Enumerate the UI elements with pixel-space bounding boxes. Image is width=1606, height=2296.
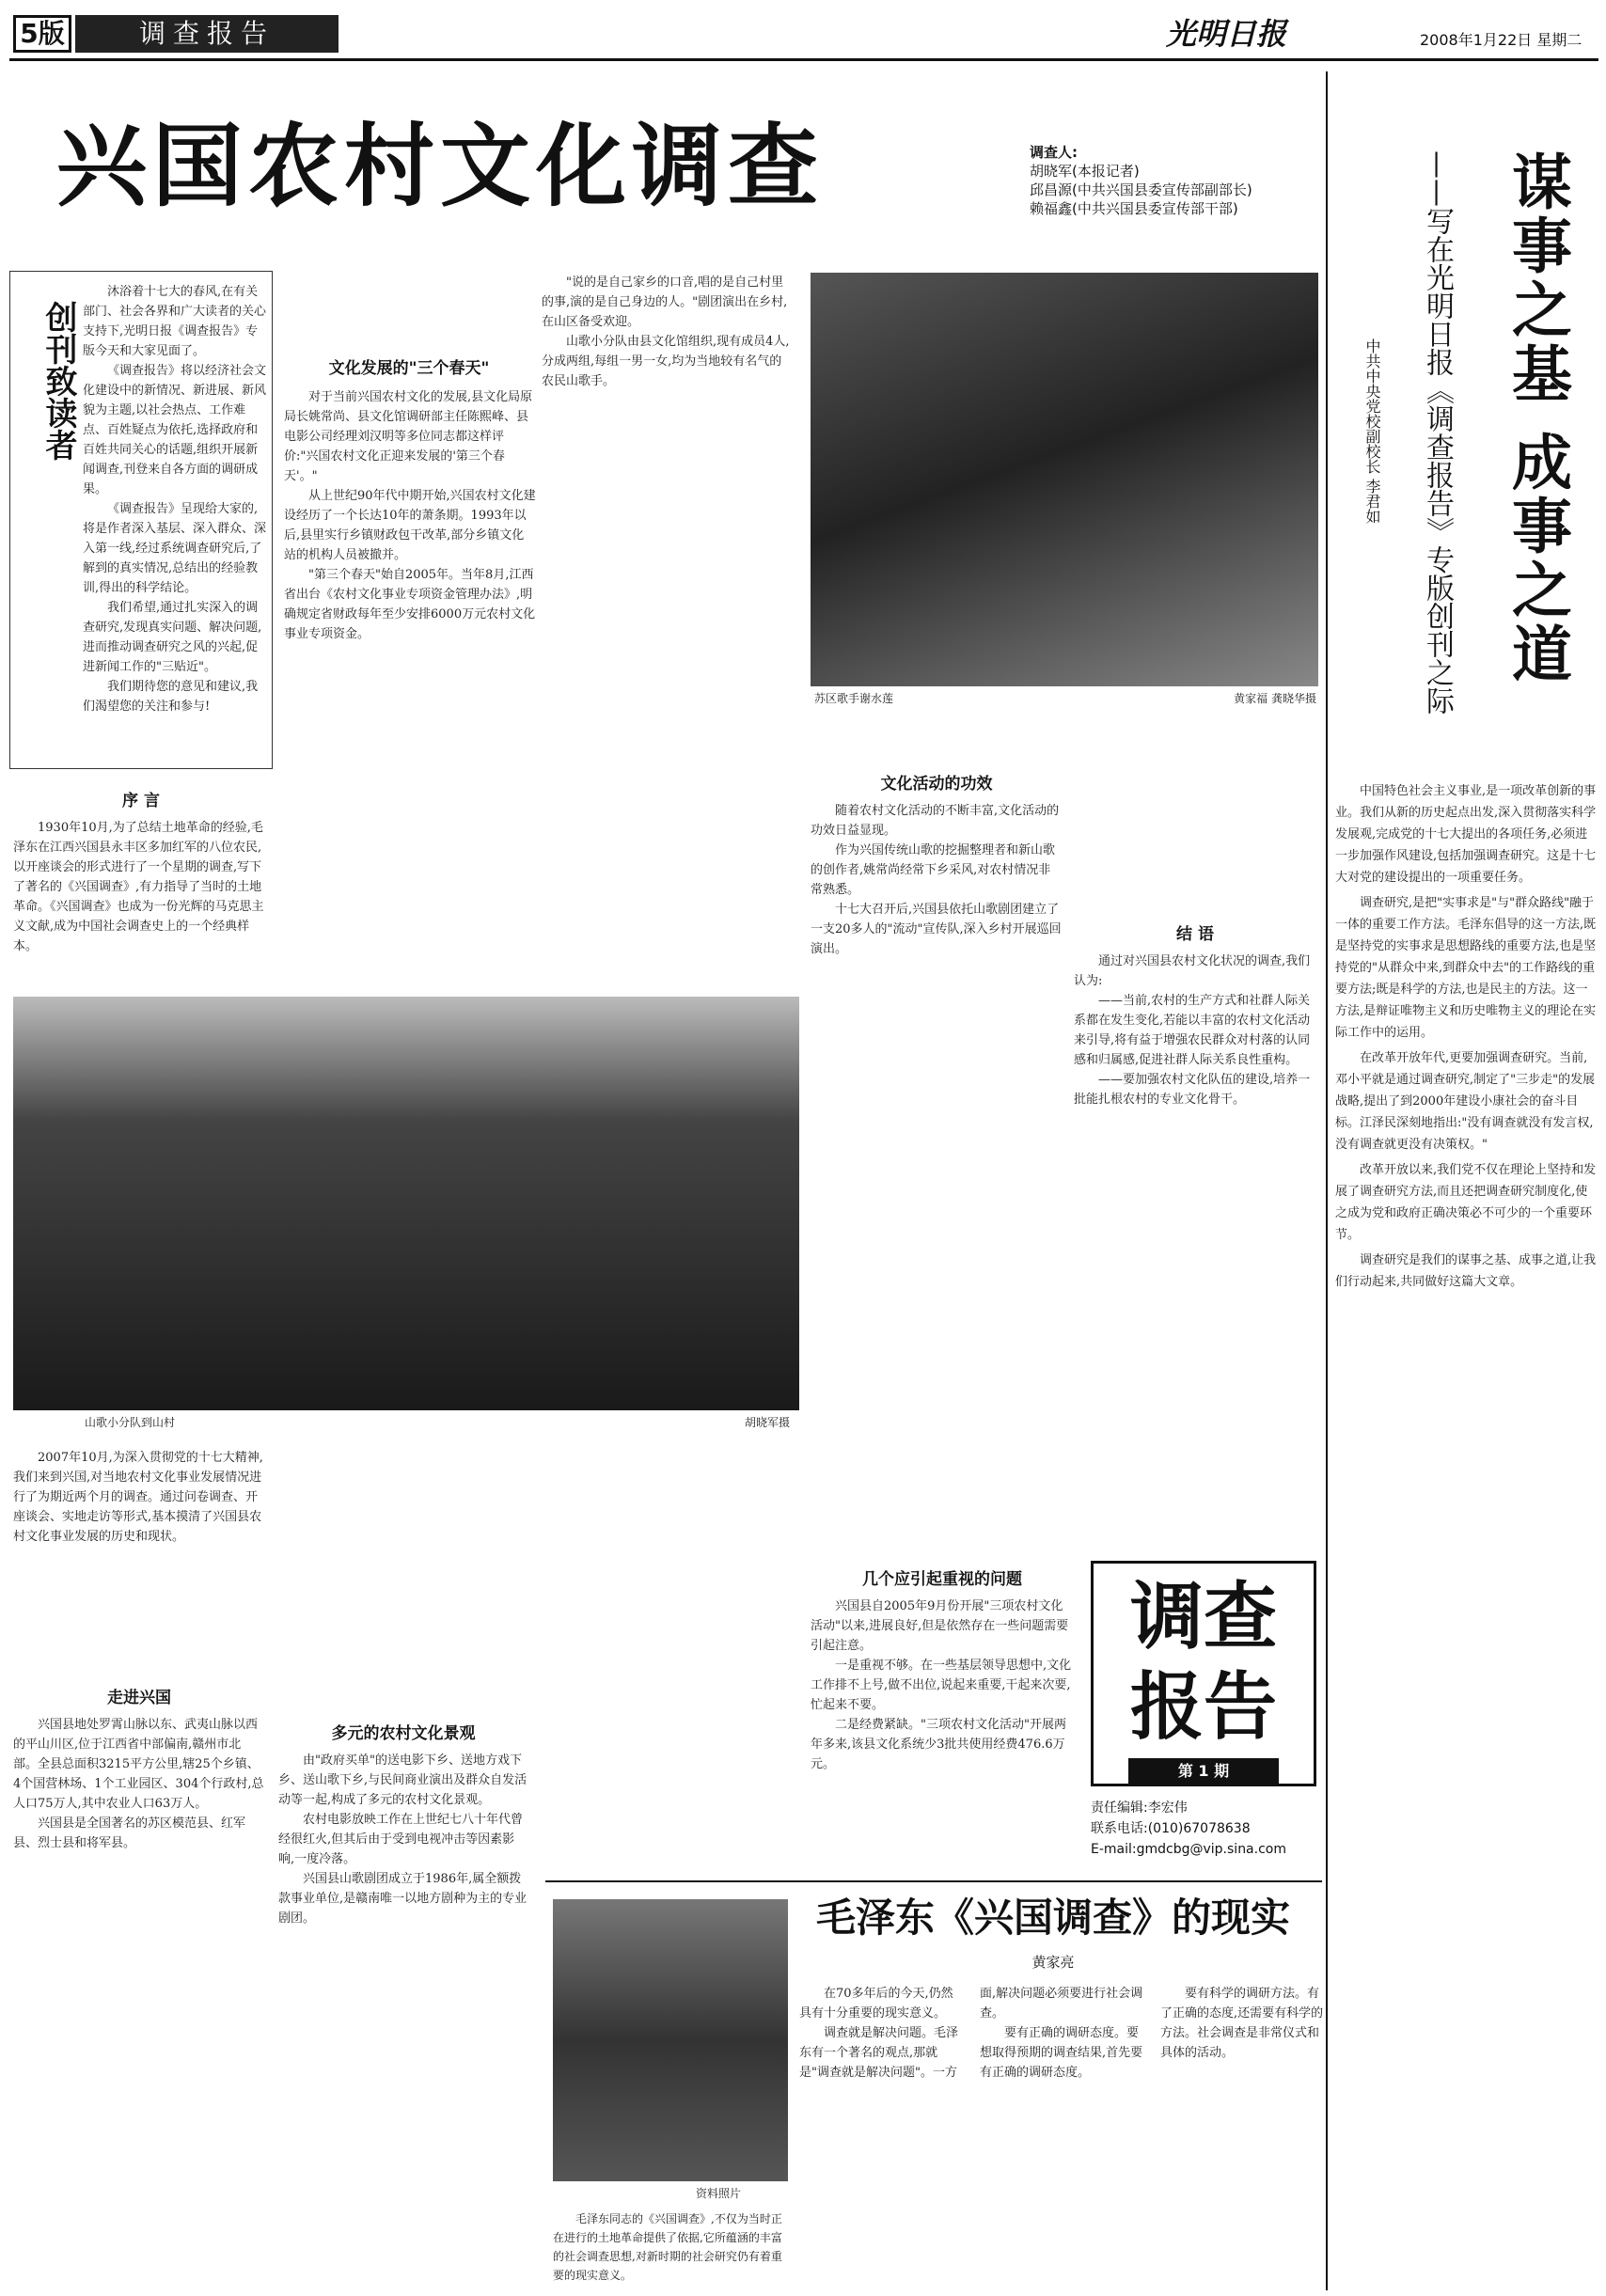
side-paragraph: 中国特色社会主义事业,是一项改革创新的事业。我们从新的历史起点出发,深入贯彻落实科学发展观,完成党的十七大提出的各项任务,必须进一步加强作风建设,包括加强调查研究。这是十七大对党的建设提出的一项重要任务。 (1335, 784, 1597, 885)
editorial-paragraph: 沐浴着十七大的春风,在有关部门、社会各界和广大读者的关心支持下,光明日报《调查报告》专版今天和大家见面了。 (83, 285, 267, 358)
investigators (1030, 143, 1340, 246)
preface-title: 序 言 (122, 792, 160, 810)
issues-body (811, 1596, 1074, 1879)
photo-singer-credit: 黄家福 龚晓华摄 (1234, 692, 1316, 705)
side-title: 谋事之基 成事之道 (1502, 150, 1571, 687)
mao-rule (545, 1880, 1322, 1882)
investigators-label: 调查人: (1030, 144, 1078, 161)
mao-paragraph: 调查就是解决问题。毛泽东有一个著名的观点,那就是"调查就是解决问题"。一方面,解决问题必须要进行社会调查。 (799, 1987, 1143, 2080)
effect-paragraph: 作为兴国传统山歌的挖掘整理者和新山歌的创作者,姚常尚经常下乡采风,对农村情况非常熟悉。 (811, 843, 1056, 897)
phone-line: 联系电话:(010)67078638 (1091, 1821, 1251, 1836)
mao-paragraph: 要有科学的调研方法。有了正确的态度,还需要有科学的方法。社会调查是非常仪式和具体的活动。 (1160, 1987, 1324, 2060)
side-body (1335, 780, 1598, 2228)
mao-paragraph: 要有正确的调研态度。要想取得预期的调查结果,首先要有正确的调研态度。 (980, 2026, 1143, 2080)
issue-number: 第 1 期 (1128, 1758, 1279, 1785)
issues-paragraph: 二是经费紧缺。"三项农村文化活动"开展两年多来,该县文化系统少3批共使用经费476.6万元。 (811, 1718, 1066, 1771)
conclusion-title: 结 语 (1176, 925, 1214, 944)
photo-singer (811, 273, 1318, 686)
header-rule (9, 58, 1598, 61)
investigator: 胡晓军(本报记者) (1030, 163, 1140, 180)
issues-title: 几个应引起重视的问题 (862, 1570, 1022, 1589)
preface-body (13, 818, 271, 987)
walk-paragraph: 兴国县是全国著名的苏区模范县、红军县、烈士县和将军县。 (13, 1816, 246, 1850)
walk-body (13, 1715, 265, 2279)
editorial-paragraph: 《调查报告》呈现给大家的,将是作者深入基层、深入群众、深入第一线,经过系统调查研究后,了解到的真实情况,总结出的经验教训,得出的科学结论。 (83, 502, 267, 595)
side-author: 中共中央党校副校长 李君如 (1363, 338, 1381, 525)
troupe-paragraph: 山歌小分队由县文化馆组织,现有成员4人,分成两组,每组一男一女,均为当地较有名气的农民山歌手。 (542, 335, 790, 388)
date-line: 2008年1月22日 星期二 (1420, 31, 1582, 49)
email-line: E-mail:gmdcbg@vip.sina.com (1091, 1842, 1286, 1857)
mao-paragraph: 在70多年后的今天,仍然具有十分重要的现实意义。 (799, 1987, 953, 2021)
photo-village-performance (13, 997, 799, 1410)
scenes-paragraph: 农村电影放映工作在上世纪七八十年代曾经很红火,但其后由于受到电视冲击等因素影响,一度冷落。 (278, 1813, 524, 1866)
three-springs-body (284, 387, 536, 989)
editor-line: 责任编辑:李宏伟 (1091, 1801, 1188, 1816)
conclusion-paragraph: ——当前,农村的生产方式和社群人际关系都在发生变化,若能以丰富的农村文化活动来引导,将有益于增强农民群众对村落的认同感和归属感,促进社群人际关系良性重构。 (1074, 994, 1311, 1067)
photo-village-caption: 山歌小分队到山村 (85, 1416, 176, 1429)
contact-info (1091, 1798, 1316, 1873)
side-subtitle: ——写在光明日报《调查报告》专版创刊之际 (1421, 150, 1454, 715)
preface-paragraph: 1930年10月,为了总结土地革命的经验,毛泽东在江西兴国县永丰区多加红军的八位农民,以开座谈会的形式进行了一个星期的调查,写下了著名的《兴国调查》,有力指导了当时的土地革命。《兴国调查》也成为一份光辉的马克思主义文献,成为中国社会调查史上的一个经典样本。 (13, 821, 264, 953)
walk-title: 走进兴国 (107, 1689, 171, 1707)
three-springs-paragraph: 从上世纪90年代中期开始,兴国农村文化建设经历了一个长达10年的萧条期。1993年以后,县里实行乡镇财政包干改革,部分乡镇文化站的机构人员被撤并。 (284, 489, 536, 562)
mao-photo-caption: 毛泽东同志的《兴国调查》,不仅为当时正在进行的土地革命提供了依据,它所蕴涵的丰富的社会调查思想,对新时期的社会研究仍有着重要的现实意义。 (553, 2212, 782, 2282)
mao-title: 毛泽东《兴国调查》的现实 (815, 1895, 1290, 1941)
photo-archive (553, 1899, 788, 2181)
three-springs-paragraph: "第三个春天"始自2005年。当年8月,江西省出台《农村文化事业专项资金管理办法》,明确规定省财政每年至少安排6000万元农村文化事业专项资金。 (284, 568, 536, 641)
conclusion-paragraph: 通过对兴国县农村文化状况的调查,我们认为: (1074, 954, 1311, 988)
three-springs-title: 文化发展的"三个春天" (328, 359, 490, 378)
page-number: 5版 (13, 15, 71, 53)
effect-title: 文化活动的功效 (880, 775, 993, 794)
side-paragraph: 在改革开放年代,更要加强调查研究。当前,邓小平就是通过调查研究,制定了"三步走"的发展战略,提出了到2000年建设小康社会的奋斗目标。江泽民深刻地指出:"没有调查就没有发言权,没有调查就更没有决策权。" (1335, 1051, 1596, 1152)
issues-paragraph: 兴国县自2005年9月份开展"三项农村文化活动"以来,进展良好,但是依然存在一些问题需要引起注意。 (811, 1599, 1069, 1653)
side-paragraph: 改革开放以来,我们党不仅在理论上坚持和发展了调查研究方法,而且还把调查研究制度化,使之成为党和政府正确决策必不可少的一个重要环节。 (1335, 1163, 1597, 1242)
issues-paragraph: 一是重视不够。在一些基层领导思想中,文化工作排不上号,做不出位,说起来重要,干起来次要,忙起来不要。 (811, 1659, 1072, 1712)
photo-village-credit: 胡晓军摄 (744, 1416, 790, 1429)
paper-name: 光明日报 (1166, 16, 1287, 52)
section-label: 调查报告 (75, 15, 339, 53)
conclusion-body (1074, 951, 1318, 1544)
editorial-body (83, 282, 267, 752)
intro-body (13, 1448, 265, 1683)
effect-paragraph: 十七大召开后,兴国县依托山歌剧团建立了一支20多人的"流动"宣传队,深入乡村开展巡回演出。 (811, 903, 1062, 956)
mao-body (799, 1984, 1326, 2285)
scenes-title: 多元的农村文化景观 (331, 1724, 476, 1743)
investigator: 邱昌源(中共兴国县委宣传部副部长) (1030, 181, 1252, 198)
scenes-paragraph: 由"政府买单"的送电影下乡、送地方戏下乡、送山歌下乡,与民间商业演出及群众自发活动等一起,构成了多元的农村文化景观。 (278, 1753, 527, 1807)
editorial-paragraph: 我们希望,通过扎实深入的调查研究,发现真实问题、解决问题,进而推动调查研究之风的兴起,促进新闻工作的"三贴近"。 (83, 601, 262, 674)
photo-archive-caption: 资料照片 (696, 2187, 742, 2200)
three-springs-paragraph: 对于当前兴国农村文化的发展,县文化局原局长姚常尚、县文化馆调研部主任陈熙峰、县电影公司经理刘汉明等多位同志都这样评价:"兴国农村文化正迎来发展的'第三个春天'。" (284, 390, 533, 483)
conclusion-paragraph: ——要加强农村文化队伍的建设,培养一批能扎根农村的专业文化骨干。 (1074, 1073, 1311, 1107)
troupe-paragraph: "说的是自己家乡的口音,唱的是自己村里的事,演的是自己身边的人。"剧团演出在乡村,在山区备受欢迎。 (542, 275, 788, 329)
troupe-body (542, 273, 794, 987)
investigator: 赖福鑫(中共兴国县委宣传部干部) (1030, 200, 1238, 217)
mao-author: 黄家亮 (1031, 1954, 1075, 1971)
walk-paragraph: 兴国县地处罗霄山脉以东、武夷山脉以西的平山川区,位于江西省中部偏南,赣州市北部。全县总面积3215平方公里,辖25个乡镇、4个国营林场、1个工业园区、304个行政村,总人口75万人,其中农业人口63万人。 (13, 1718, 264, 1811)
scenes-paragraph: 兴国县山歌剧团成立于1986年,属全额拨款事业单位,是赣南唯一以地方剧种为主的专业剧团。 (278, 1872, 527, 1926)
side-paragraph: 调查研究,是把"实事求是"与"群众路线"融于一体的重要工作方法。毛泽东倡导的这一方法,既是坚持党的实事求是思想路线的重要方法,也是坚持党的"从群众中来,到群众中去"的工作路线的重要方法;既是科学的方法,也是民主的方法。这一方法,是辩证唯物主义和历史唯物主义的理论在实际工作中的运用。 (1335, 896, 1597, 1040)
scenes-body (278, 1751, 530, 2277)
headline: 兴国农村文化调查 (56, 114, 824, 219)
intro-paragraph: 2007年10月,为深入贯彻党的十七大精神,我们来到兴国,对当地农村文化事业发展情况进行了为期近两个月的调查。通过问卷调查、开座谈会、实地走访等形式,基本摸清了兴国县农村文化事业发展的历史和现状。 (13, 1451, 263, 1544)
column-logo-text: 调查报告 (1129, 1575, 1277, 1750)
side-paragraph: 调查研究是我们的谋事之基、成事之道,让我们行动起来,共同做好这篇大文章。 (1335, 1253, 1597, 1289)
editorial-title: 创刊致读者 (39, 301, 77, 461)
editorial-paragraph: 《调查报告》将以经济社会文化建设中的新情况、新进展、新风貌为主题,以社会热点、工作难点、百姓疑点为依托,选择政府和百姓共同关心的话题,组织开展新闻调查,刊登来自各方面的调研成果。 (83, 364, 267, 496)
editorial-paragraph: 我们期待您的意见和建议,我们渴望您的关注和参与! (83, 680, 259, 714)
photo-singer-caption: 苏区歌手谢水莲 (814, 692, 894, 705)
effect-paragraph: 随着农村文化活动的不断丰富,文化活动的功效日益显现。 (811, 804, 1060, 838)
